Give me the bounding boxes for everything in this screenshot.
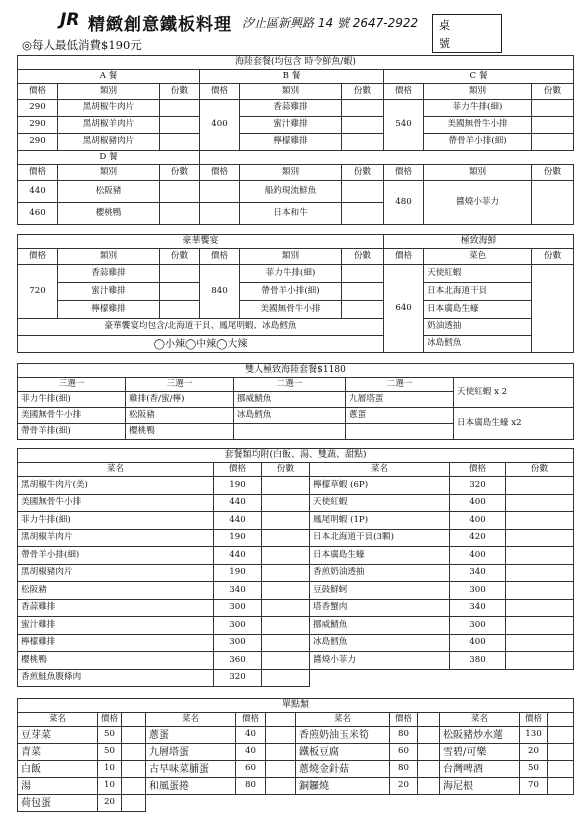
dish-cell: 菲力牛排(細) [240, 265, 342, 283]
included-item: 天使紅蝦 x 2 [454, 378, 574, 408]
dish-cell: 九層塔蛋 [146, 744, 236, 761]
table-row [18, 494, 574, 512]
col-header: 價格 [200, 249, 240, 265]
qty-cell[interactable] [262, 512, 310, 530]
price-cell: 70 [520, 778, 548, 795]
dish-cell: 塔香蟹肉 [310, 599, 450, 617]
col-header: 菜名 [146, 713, 236, 727]
table-row [18, 778, 574, 795]
qty-cell[interactable] [532, 117, 574, 134]
col-header: 份數 [342, 84, 384, 100]
col-header: 價格 [18, 165, 58, 181]
col-header: 類別 [240, 165, 342, 181]
price-cell: 290 [18, 117, 58, 134]
deluxe-feast-title: 豪華饗宴 [18, 235, 384, 249]
option-cell[interactable]: 櫻桃鴨 [126, 424, 234, 440]
qty-cell[interactable] [342, 203, 384, 225]
price-cell: 300 [450, 617, 506, 635]
choose-label: 二選一 [234, 378, 346, 392]
dish-cell: 天使紅蝦 [424, 265, 532, 283]
dish-cell: 香煎鮭魚腹條肉 [18, 669, 214, 687]
restaurant-name: 精緻創意鐵板料理 [88, 15, 232, 35]
price-cell: 290 [18, 100, 58, 117]
qty-cell[interactable] [548, 761, 574, 778]
price-cell: 480 [384, 181, 424, 225]
price-cell: 50 [520, 761, 548, 778]
qty-cell[interactable] [506, 634, 574, 652]
qty-cell[interactable] [506, 512, 574, 530]
col-header: 類別 [424, 165, 532, 181]
dish-cell: 檸檬草蝦 (6P) [310, 477, 450, 495]
dish-cell: 帶骨羊小排(細) [240, 283, 342, 301]
price-cell: 320 [450, 477, 506, 495]
price-cell: 300 [214, 599, 262, 617]
price-cell: 640 [384, 265, 424, 353]
col-header: 份數 [532, 249, 574, 265]
qty-cell[interactable] [506, 547, 574, 565]
col-header: 價格 [214, 463, 262, 477]
qty-cell[interactable] [506, 477, 574, 495]
dish-cell: 菲力牛排(細) [18, 512, 214, 530]
price-cell: 440 [18, 181, 58, 203]
table-row [18, 529, 574, 547]
price-cell: 420 [450, 529, 506, 547]
dish-cell: 和風蛋捲 [146, 778, 236, 795]
dish-cell: 櫻桃鴨 [58, 203, 160, 225]
dish-cell: 奶油透抽 [424, 319, 532, 336]
option-cell[interactable]: 冰島鱈魚 [234, 408, 346, 424]
dish-cell: 蔥蛋 [146, 727, 236, 744]
col-header: 份數 [532, 84, 574, 100]
single-items-title: 單點類 [18, 699, 574, 713]
col-header: 類別 [424, 84, 532, 100]
col-header: 份數 [160, 84, 200, 100]
qty-cell[interactable] [160, 301, 200, 319]
choose-label: 三選一 [18, 378, 126, 392]
qty-cell[interactable] [160, 117, 200, 134]
qty-cell[interactable] [506, 599, 574, 617]
dish-cell: 豆芽菜 [18, 727, 98, 744]
dish-cell: 黑胡椒牛肉片 [58, 100, 160, 117]
col-header: 價格 [200, 84, 240, 100]
option-cell[interactable]: 九層塔蛋 [346, 392, 454, 408]
qty-cell[interactable] [262, 547, 310, 565]
dish-cell: 香蒜雞排 [18, 599, 214, 617]
col-header: 類別 [240, 249, 342, 265]
qty-cell[interactable] [262, 582, 310, 600]
dish-cell: 松阪豬 [18, 582, 214, 600]
dish-cell: 銅鑼燒 [296, 778, 390, 795]
qty-cell[interactable] [532, 181, 574, 225]
dish-cell: 日本廣島生蠔 [310, 547, 450, 565]
qty-cell[interactable] [342, 283, 384, 301]
price-cell: 460 [18, 203, 58, 225]
dish-cell: 蔥燒金針菇 [296, 761, 390, 778]
table-row [18, 744, 574, 761]
qty-cell[interactable] [548, 778, 574, 795]
choose-label: 二選一 [346, 378, 454, 392]
qty-cell[interactable] [532, 100, 574, 117]
couple-set-table [17, 363, 574, 440]
price-cell: 20 [390, 778, 418, 795]
col-header: 菜名 [18, 463, 214, 477]
qty-cell[interactable] [506, 617, 574, 635]
price-cell: 300 [214, 617, 262, 635]
qty-cell[interactable] [160, 265, 200, 283]
price-cell: 80 [390, 727, 418, 744]
price-cell: 80 [236, 778, 266, 795]
qty-cell[interactable] [532, 265, 574, 353]
qty-cell[interactable] [342, 134, 384, 151]
dish-cell: 海尼根 [440, 778, 520, 795]
col-header: 價格 [200, 165, 240, 181]
qty-cell[interactable] [342, 117, 384, 134]
price-cell: 320 [214, 669, 262, 687]
qty-cell[interactable] [262, 564, 310, 582]
qty-cell[interactable] [160, 134, 200, 151]
price-cell: 340 [450, 599, 506, 617]
alacarte-table [17, 448, 574, 687]
price-cell: 300 [450, 582, 506, 600]
option-cell[interactable]: 帶骨羊排(細) [18, 424, 126, 440]
dish-cell: 蜜汁雞排 [58, 283, 160, 301]
dish-cell: 香煎奶油玉米筍 [296, 727, 390, 744]
dish-cell: 古早味菜脯蛋 [146, 761, 236, 778]
dish-cell: 日本北海道干貝(3顆) [310, 529, 450, 547]
qty-cell[interactable] [262, 494, 310, 512]
price-cell: 50 [98, 727, 122, 744]
col-header: 價格 [18, 84, 58, 100]
qty-cell[interactable] [342, 181, 384, 203]
col-header: 價格 [520, 713, 548, 727]
col-header: 價格 [390, 713, 418, 727]
qty-cell[interactable] [506, 564, 574, 582]
qty-cell[interactable] [532, 134, 574, 151]
qty-cell[interactable] [266, 761, 296, 778]
col-header: 菜名 [18, 713, 98, 727]
qty-cell[interactable] [262, 599, 310, 617]
col-header: 份數 [160, 165, 200, 181]
qty-cell[interactable] [262, 477, 310, 495]
table-number-box[interactable] [432, 14, 502, 53]
restaurant-address: 汐止區新興路 14 號 2647-2922 [242, 16, 419, 30]
dish-cell: 香煎奶油透抽 [310, 564, 450, 582]
col-header: 價格 [18, 249, 58, 265]
price-cell: 190 [214, 477, 262, 495]
dish-cell: 冰島鱈魚 [424, 336, 532, 353]
dish-cell: 醬燒小菲力 [424, 181, 532, 225]
qty-cell[interactable] [506, 494, 574, 512]
option-cell[interactable]: 松阪豬 [126, 408, 234, 424]
qty-cell[interactable] [122, 795, 146, 812]
minimum-charge: ◎每人最低消費$190元 [22, 38, 142, 52]
brand-logo: JR [60, 10, 80, 30]
qty-cell[interactable] [506, 652, 574, 670]
price-cell: 60 [236, 761, 266, 778]
dish-cell: 鐵板豆腐 [296, 744, 390, 761]
dish-cell: 帶骨羊小排(細) [424, 134, 532, 151]
table-row [18, 761, 574, 778]
table-row [18, 617, 574, 635]
price-cell: 400 [450, 634, 506, 652]
price-cell: 50 [98, 744, 122, 761]
dish-cell: 日本廣島生蠔 [424, 301, 532, 319]
dish-cell: 台灣啤酒 [440, 761, 520, 778]
col-header: 份數 [506, 463, 574, 477]
qty-cell[interactable] [506, 582, 574, 600]
col-header: 價格 [384, 249, 424, 265]
dish-cell: 香蒜雞排 [58, 265, 160, 283]
dish-cell: 檸檬雞排 [58, 301, 160, 319]
dish-cell: 日本北海道干貝 [424, 283, 532, 301]
col-header: 份數 [342, 165, 384, 181]
price-cell: 300 [214, 634, 262, 652]
price-cell: 40 [236, 727, 266, 744]
price-cell: 400 [200, 100, 240, 151]
table-row [18, 795, 574, 812]
price-cell: 360 [214, 652, 262, 670]
qty-cell[interactable] [122, 727, 146, 744]
qty-cell[interactable] [342, 301, 384, 319]
table-label-2: 號 [439, 37, 450, 50]
qty-cell[interactable] [262, 529, 310, 547]
col-header: 類別 [58, 84, 160, 100]
table-label-1: 桌 [439, 19, 450, 32]
dish-cell: 菲力牛排(細) [424, 100, 532, 117]
premium-seafood-title: 極致海鮮 [384, 235, 574, 249]
qty-cell[interactable] [418, 778, 440, 795]
col-header: 份數 [342, 249, 384, 265]
price-cell: 10 [98, 778, 122, 795]
price-cell: 440 [214, 547, 262, 565]
option-cell[interactable]: 蔥蛋 [346, 408, 454, 424]
dish-cell: 櫻桃鴨 [18, 652, 214, 670]
dish-cell: 白飯 [18, 761, 98, 778]
dish-cell: 青菜 [18, 744, 98, 761]
dish-cell: 帶骨羊小排(細) [18, 547, 214, 565]
qty-cell[interactable] [262, 634, 310, 652]
dish-cell: 美國無骨牛小排 [240, 301, 342, 319]
couple-set-title: 雙人極致海陸套餐$1180 [18, 364, 574, 378]
included-item: 日本廣島生蠔 x2 [454, 408, 574, 440]
price-cell: 10 [98, 761, 122, 778]
dish-cell: 冰島鱈魚 [310, 634, 450, 652]
set-meal-table [17, 55, 574, 225]
qty-cell[interactable] [160, 203, 200, 225]
qty-cell[interactable] [418, 744, 440, 761]
price-cell: 40 [236, 744, 266, 761]
single-items-table [17, 698, 574, 812]
dish-cell: 檸檬雞排 [240, 134, 342, 151]
qty-cell[interactable] [122, 761, 146, 778]
qty-cell[interactable] [506, 529, 574, 547]
table-row [18, 669, 574, 687]
table-row [18, 634, 574, 652]
dish-cell: 挪威鯖魚 [310, 617, 450, 635]
dish-cell: 黑胡椒牛肉片(美) [18, 477, 214, 495]
price-cell: 290 [18, 134, 58, 151]
dish-cell: 美國無骨牛小排 [18, 494, 214, 512]
deluxe-note: 豪華饗宴均包含/北海道干貝、鳳尾明蝦、冰島鱈魚 [18, 319, 384, 336]
price-cell: 80 [390, 761, 418, 778]
price-cell: 440 [214, 494, 262, 512]
set-b-label: B 餐 [200, 70, 384, 84]
col-header: 類別 [240, 84, 342, 100]
dish-cell: 醬燒小菲力 [310, 652, 450, 670]
price-cell: 20 [520, 744, 548, 761]
qty-cell[interactable] [418, 727, 440, 744]
dish-cell: 鳳尾明蝦 (1P) [310, 512, 450, 530]
dish-cell: 雪碧/可樂 [440, 744, 520, 761]
dish-cell: 檸檬雞排 [18, 634, 214, 652]
dish-cell: 黑胡椒豬肉片 [58, 134, 160, 151]
price-cell: 130 [520, 727, 548, 744]
col-header: 份數 [532, 165, 574, 181]
table-row [18, 582, 574, 600]
spice-level-selector[interactable]: ◯小辣◯中辣◯大辣 [18, 336, 384, 353]
price-cell: 190 [214, 529, 262, 547]
table-row [18, 564, 574, 582]
dish-cell: 黑胡椒羊肉片 [18, 529, 214, 547]
col-header: 價格 [450, 463, 506, 477]
price-cell: 400 [450, 494, 506, 512]
price-cell: 720 [18, 265, 58, 319]
dish-cell: 黑胡椒豬肉片 [18, 564, 214, 582]
price-cell: 340 [214, 582, 262, 600]
qty-cell[interactable] [418, 761, 440, 778]
deluxe-feast-table [17, 234, 574, 353]
qty-cell[interactable] [262, 617, 310, 635]
dish-cell: 蜜汁雞排 [240, 117, 342, 134]
price-cell: 190 [214, 564, 262, 582]
option-cell[interactable]: 菲力牛排(細) [18, 392, 126, 408]
price-cell: 380 [450, 652, 506, 670]
price-cell: 340 [450, 564, 506, 582]
qty-cell[interactable] [548, 744, 574, 761]
option-cell[interactable]: 挪威鯖魚 [234, 392, 346, 408]
table-row [18, 652, 574, 670]
set-d-label: D 餐 [18, 151, 200, 165]
col-header: 菜色 [424, 249, 532, 265]
qty-cell[interactable] [122, 744, 146, 761]
price-cell: 20 [98, 795, 122, 812]
dish-cell: 湯 [18, 778, 98, 795]
qty-cell[interactable] [160, 181, 200, 203]
dish-cell: 松阪豬炒水蓮 [440, 727, 520, 744]
col-header: 價格 [384, 165, 424, 181]
table-row [18, 512, 574, 530]
col-header: 價格 [236, 713, 266, 727]
qty-cell[interactable] [266, 744, 296, 761]
qty-cell[interactable] [262, 652, 310, 670]
price-cell: 400 [450, 547, 506, 565]
price-cell: 400 [450, 512, 506, 530]
price-cell: 60 [390, 744, 418, 761]
price-cell: 540 [384, 100, 424, 151]
col-header: 類別 [58, 165, 160, 181]
col-header: 價格 [384, 84, 424, 100]
qty-cell[interactable] [548, 727, 574, 744]
col-header: 菜名 [440, 713, 520, 727]
set-c-label: C 餐 [384, 70, 574, 84]
dish-cell: 松阪豬 [58, 181, 160, 203]
price-cell: 840 [200, 265, 240, 319]
dish-cell: 美國無骨牛小排 [424, 117, 532, 134]
qty-cell[interactable] [160, 100, 200, 117]
set-a-label: A 餐 [18, 70, 200, 84]
dish-cell: 日本和牛 [240, 203, 342, 225]
qty-cell[interactable] [266, 727, 296, 744]
col-header: 份數 [262, 463, 310, 477]
dish-cell: 天使紅蝦 [310, 494, 450, 512]
option-cell[interactable]: 美國無骨牛小排 [18, 408, 126, 424]
qty-cell[interactable] [122, 778, 146, 795]
dish-cell: 船釣現流鮮魚 [240, 181, 342, 203]
qty-cell[interactable] [160, 283, 200, 301]
col-header: 類別 [58, 249, 160, 265]
table-row [18, 727, 574, 744]
price-cell: 440 [214, 512, 262, 530]
col-header: 菜名 [310, 463, 450, 477]
col-header: 價格 [98, 713, 122, 727]
qty-cell[interactable] [262, 669, 310, 687]
col-header: 菜名 [296, 713, 390, 727]
qty-cell[interactable] [342, 265, 384, 283]
dish-cell: 荷包蛋 [18, 795, 98, 812]
alacarte-title: 套餐類均附(白飯、湯、雙蔬、甜點) [18, 449, 574, 463]
dish-cell: 蜜汁雞排 [18, 617, 214, 635]
dish-cell: 豆鼓鮮蚵 [310, 582, 450, 600]
set-meal-title: 海陸套餐(均包含 時令鮮魚/蝦) [18, 56, 574, 70]
table-row [18, 477, 574, 495]
dish-cell: 香蒜雞排 [240, 100, 342, 117]
table-row [18, 599, 574, 617]
table-row [18, 547, 574, 565]
qty-cell[interactable] [342, 100, 384, 117]
col-header: 份數 [160, 249, 200, 265]
dish-cell: 黑胡椒羊肉片 [58, 117, 160, 134]
choose-label: 三選一 [126, 378, 234, 392]
qty-cell[interactable] [266, 778, 296, 795]
option-cell[interactable]: 雞排(香/蜜/檸) [126, 392, 234, 408]
